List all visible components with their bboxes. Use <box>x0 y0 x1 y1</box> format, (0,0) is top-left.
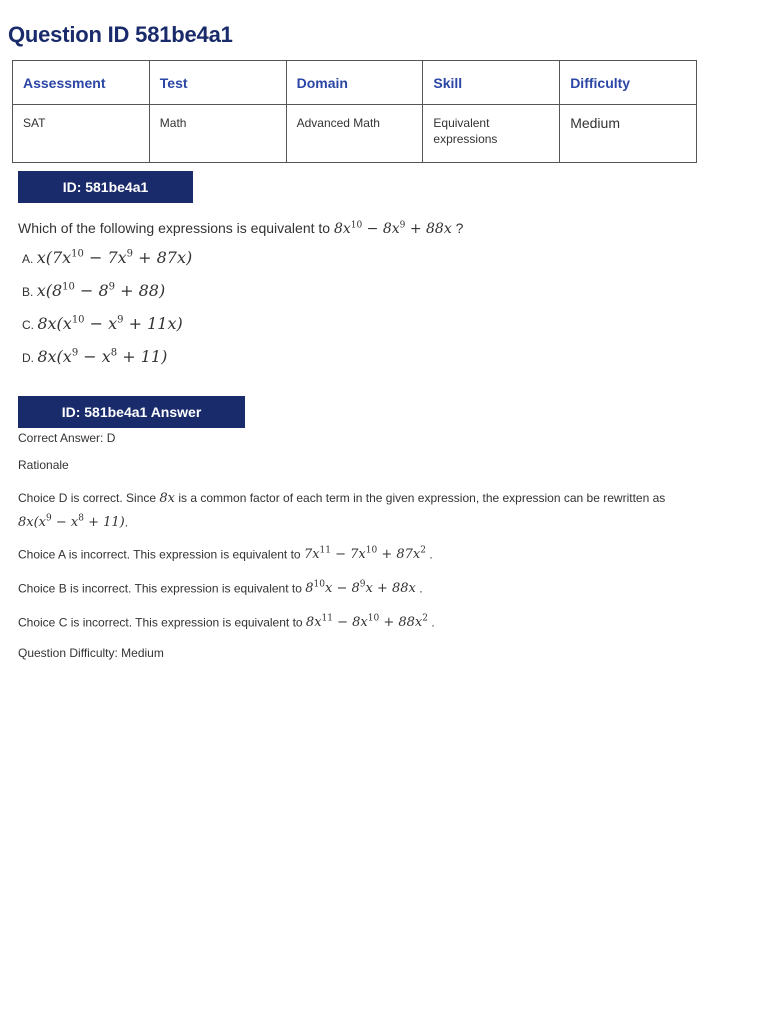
rationale-expression: $7x^{11} - 7x^{10} + 87x^2$ <box>303 546 426 563</box>
choice-b[interactable] <box>22 281 165 300</box>
rationale-expression: $8x(x^9 - x^8 + 11)$ <box>18 514 125 531</box>
rationale-expression: 8x <box>159 491 175 506</box>
rationale-expression: $8^{10}x - 8^9x + 88x$ <box>305 580 416 597</box>
question-expression: $8x^{10} - 8x^9 + 88x$ <box>333 220 452 237</box>
rationale-text: is a common factor of each term in the given expression, the expression can be rewritten as <box>178 491 666 505</box>
value-difficulty: Medium <box>560 105 697 163</box>
choice-expression: $8x(x^{10} - x^9 + 11x)$ <box>37 314 183 333</box>
question-id-banner: ID: 581be4a1 <box>18 171 193 203</box>
rationale-period: . <box>419 581 423 596</box>
value-domain: Advanced Math <box>286 105 423 163</box>
rationale-period: . <box>431 615 435 630</box>
question-difficulty: Question Difficulty: Medium <box>18 646 164 660</box>
answer-id-banner: ID: 581be4a1 Answer <box>18 396 245 428</box>
header-skill: Skill <box>423 61 560 105</box>
rationale-choice-d <box>18 488 738 533</box>
header-domain: Domain <box>286 61 423 105</box>
choice-expression: $x(7x^{10} - 7x^9 + 87x)$ <box>36 248 193 267</box>
question-suffix: ? <box>455 220 464 236</box>
rationale-text: Choice C is incorrect. This expression is equivalent to <box>18 615 303 630</box>
correct-answer: Correct Answer: D <box>18 431 116 445</box>
header-test: Test <box>149 61 286 105</box>
header-difficulty: Difficulty <box>560 61 697 105</box>
choice-a[interactable] <box>22 248 192 267</box>
rationale-text: Choice D is correct. Since <box>18 491 157 505</box>
rationale-choice-c <box>18 609 738 633</box>
page-title: Question ID 581be4a1 <box>8 22 233 47</box>
choice-label: B. <box>22 285 34 299</box>
rationale-expression: $8x^{11} - 8x^{10} + 88x^2$ <box>305 614 428 631</box>
choice-d[interactable] <box>22 347 167 366</box>
rationale-text: Choice B is incorrect. This expression is equivalent to <box>18 581 302 596</box>
rationale-label: Rationale <box>18 458 69 472</box>
rationale-period: . <box>124 515 129 530</box>
rationale-period: . <box>429 547 433 562</box>
question-text: Which of the following expressions is equivalent to <box>18 220 331 236</box>
value-test: Math <box>149 105 286 163</box>
value-assessment: SAT <box>13 105 150 163</box>
choice-expression: $8x(x^9 - x^8 + 11)$ <box>37 347 168 366</box>
question-metadata-table <box>12 60 697 163</box>
rationale-choice-b <box>18 575 738 599</box>
choice-expression: $x(8^{10} - 8^9 + 88)$ <box>36 281 166 300</box>
choice-label: D. <box>22 351 34 365</box>
value-skill: Equivalent expressions <box>423 105 560 163</box>
choice-c[interactable] <box>22 314 183 333</box>
metadata-header-row <box>13 61 697 105</box>
metadata-value-row <box>13 105 697 163</box>
header-assessment: Assessment <box>13 61 150 105</box>
question-stem <box>18 220 463 237</box>
rationale-text: Choice A is incorrect. This expression is equivalent to <box>18 547 301 562</box>
choice-label: A. <box>22 252 34 266</box>
rationale-choice-a <box>18 541 738 565</box>
choice-label: C. <box>22 318 34 332</box>
